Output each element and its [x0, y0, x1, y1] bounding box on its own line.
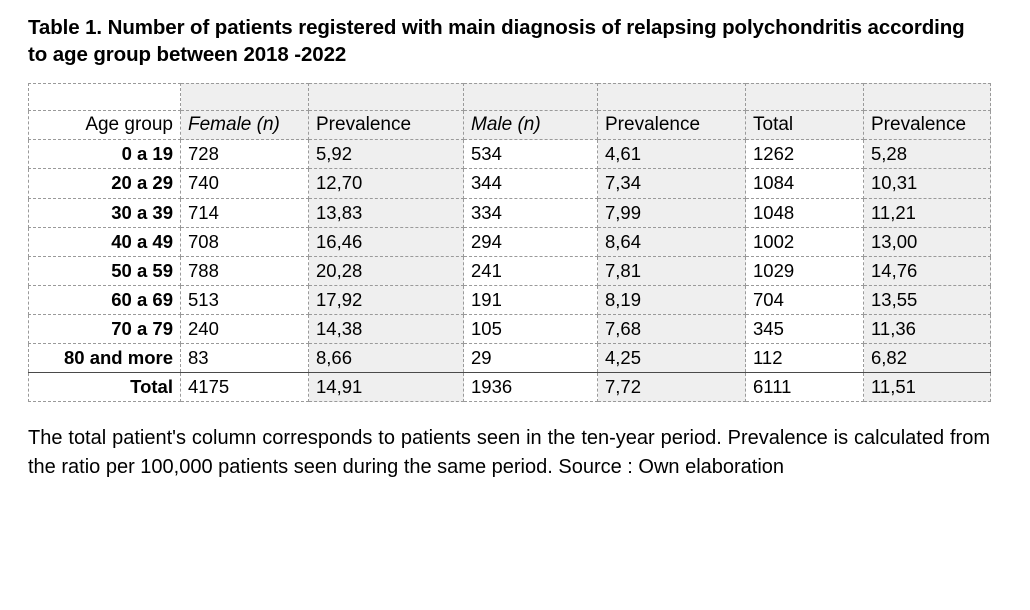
column-header-prevalence-total: Prevalence [864, 110, 991, 140]
table-body [29, 140, 991, 402]
column-header-age-group: Age group [29, 110, 181, 140]
cell-total: 1002 [746, 227, 864, 256]
cell-female-n: 714 [181, 198, 309, 227]
row-label: 80 and more [29, 344, 181, 373]
cell-prevalence-female: 16,46 [309, 227, 464, 256]
cell-prevalence-total: 14,76 [864, 256, 991, 285]
cell-prevalence-male: 8,19 [598, 285, 746, 314]
table-caption: Table 1. Number of patients registered with main diagnosis of relapsing polychondritis according to age group between 2018 -2022 [28, 16, 965, 67]
row-label: 50 a 59 [29, 256, 181, 285]
cell-prevalence-total: 11,51 [864, 373, 991, 402]
cell-male-n: 1936 [464, 373, 598, 402]
row-label: Total [29, 373, 181, 402]
cell-prevalence-total: 11,21 [864, 198, 991, 227]
table-row [29, 344, 991, 373]
cell-prevalence-male: 7,72 [598, 373, 746, 402]
table-header [29, 83, 991, 140]
cell-male-n: 344 [464, 169, 598, 198]
cell-total: 704 [746, 285, 864, 314]
cell-prevalence-total: 6,82 [864, 344, 991, 373]
table-row [29, 198, 991, 227]
cell-prevalence-female: 13,83 [309, 198, 464, 227]
patients-table [28, 83, 991, 403]
cell-prevalence-total: 10,31 [864, 169, 991, 198]
spacer-cell [181, 83, 309, 110]
spacer-cell [309, 83, 464, 110]
cell-female-n: 788 [181, 256, 309, 285]
cell-male-n: 29 [464, 344, 598, 373]
spacer-cell [864, 83, 991, 110]
cell-prevalence-female: 17,92 [309, 285, 464, 314]
cell-prevalence-male: 7,68 [598, 315, 746, 344]
cell-male-n: 334 [464, 198, 598, 227]
cell-female-n: 513 [181, 285, 309, 314]
cell-male-n: 241 [464, 256, 598, 285]
cell-prevalence-male: 7,34 [598, 169, 746, 198]
spacer-cell [746, 83, 864, 110]
column-header-male-n: Male (n) [464, 110, 598, 140]
cell-prevalence-female: 12,70 [309, 169, 464, 198]
row-label: 0 a 19 [29, 140, 181, 169]
cell-total: 1048 [746, 198, 864, 227]
table-row [29, 285, 991, 314]
cell-prevalence-male: 7,81 [598, 256, 746, 285]
cell-prevalence-total: 13,00 [864, 227, 991, 256]
spacer-cell [29, 83, 181, 110]
cell-prevalence-total: 5,28 [864, 140, 991, 169]
cell-total: 1029 [746, 256, 864, 285]
cell-prevalence-total: 11,36 [864, 315, 991, 344]
column-header-total: Total [746, 110, 864, 140]
cell-prevalence-female: 14,91 [309, 373, 464, 402]
spacer-cell [598, 83, 746, 110]
row-label: 30 a 39 [29, 198, 181, 227]
cell-prevalence-female: 14,38 [309, 315, 464, 344]
column-header-prevalence-female: Prevalence [309, 110, 464, 140]
table-note: The total patient's column corresponds to patients seen in the ten-year period. Prevalence is calculated from the ratio per 100,000 patients seen during the same period. Source : Own elaboration [28, 427, 990, 478]
cell-female-n: 728 [181, 140, 309, 169]
cell-total: 112 [746, 344, 864, 373]
cell-male-n: 191 [464, 285, 598, 314]
table-row [29, 256, 991, 285]
row-label: 40 a 49 [29, 227, 181, 256]
row-label: 20 a 29 [29, 169, 181, 198]
cell-total: 345 [746, 315, 864, 344]
table-spacer-row [29, 83, 991, 110]
cell-prevalence-male: 4,61 [598, 140, 746, 169]
table-row-total [29, 373, 991, 402]
cell-prevalence-male: 8,64 [598, 227, 746, 256]
cell-prevalence-female: 5,92 [309, 140, 464, 169]
table-row [29, 315, 991, 344]
row-label: 60 a 69 [29, 285, 181, 314]
cell-total: 6111 [746, 373, 864, 402]
column-header-prevalence-male: Prevalence [598, 110, 746, 140]
table-header-row [29, 110, 991, 140]
cell-prevalence-male: 4,25 [598, 344, 746, 373]
cell-prevalence-male: 7,99 [598, 198, 746, 227]
cell-female-n: 240 [181, 315, 309, 344]
cell-prevalence-total: 13,55 [864, 285, 991, 314]
table-row [29, 227, 991, 256]
cell-prevalence-female: 20,28 [309, 256, 464, 285]
cell-female-n: 740 [181, 169, 309, 198]
cell-male-n: 105 [464, 315, 598, 344]
spacer-cell [464, 83, 598, 110]
cell-male-n: 534 [464, 140, 598, 169]
cell-female-n: 83 [181, 344, 309, 373]
row-label: 70 a 79 [29, 315, 181, 344]
column-header-female-n: Female (n) [181, 110, 309, 140]
cell-male-n: 294 [464, 227, 598, 256]
cell-prevalence-female: 8,66 [309, 344, 464, 373]
table-row [29, 169, 991, 198]
table-row [29, 140, 991, 169]
cell-female-n: 4175 [181, 373, 309, 402]
cell-total: 1084 [746, 169, 864, 198]
cell-total: 1262 [746, 140, 864, 169]
cell-female-n: 708 [181, 227, 309, 256]
